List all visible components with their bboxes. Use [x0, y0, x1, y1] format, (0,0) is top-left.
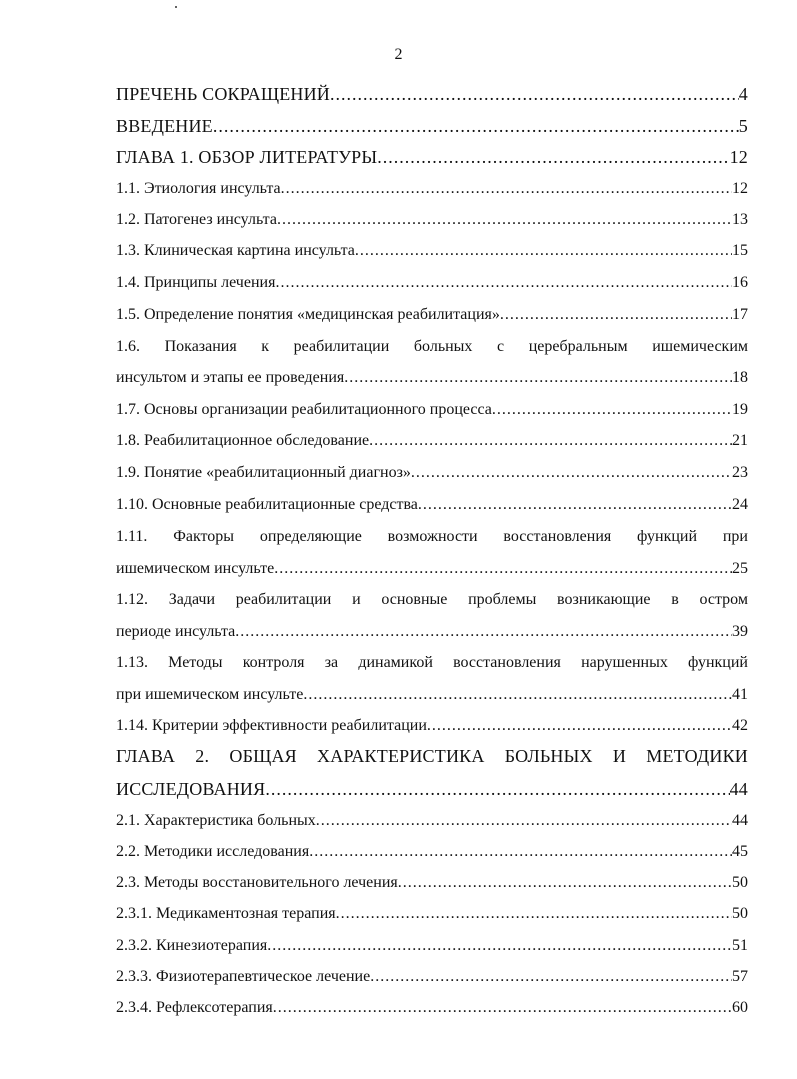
toc-entry-page: 23 — [732, 464, 748, 481]
dot-leader — [281, 180, 732, 198]
dot-leader — [427, 717, 732, 735]
toc-entry-label: 2.3.3. Физиотерапевтическое лечение — [116, 968, 371, 985]
toc-entry-label: ПРЕЧЕНЬ СОКРАЩЕНИЙ — [116, 84, 331, 104]
toc-entry-chapter-2-line1[interactable]: ГЛАВА 2. ОБЩАЯ ХАРАКТЕРИСТИКА БОЛЬНЫХ И МЕТОДИКИ — [116, 746, 748, 766]
dot-leader — [398, 874, 732, 892]
toc-entry-label: 1.14. Критерии эффективности реабилитации — [116, 717, 427, 734]
toc-entry-page: 12 — [732, 180, 748, 197]
toc-entry-label: 1.1. Этиология инсульта — [116, 180, 281, 197]
dot-leader — [235, 623, 732, 641]
dot-leader — [330, 84, 739, 105]
toc-entry-page: 57 — [732, 968, 748, 985]
toc-entry-label: ВВЕДЕНИЕ — [116, 116, 213, 136]
toc-entry-page: 44 — [729, 779, 748, 799]
toc-entry-page: 60 — [732, 999, 748, 1016]
toc-entry-label: периоде инсульта — [116, 623, 236, 640]
toc-entry-page: 19 — [732, 401, 748, 418]
toc-entry-label: 2.3. Методы восстановительного лечения — [116, 874, 398, 891]
toc-entry-1-14[interactable] — [116, 717, 748, 743]
toc-entry-label: инсультом и этапы ее проведения — [116, 369, 345, 386]
dot-leader — [369, 432, 732, 450]
dot-leader — [492, 401, 732, 419]
toc-entry-page: 17 — [732, 306, 748, 323]
toc-entry-label: 1.7. Основы организации реабилитационного процесса — [116, 401, 492, 418]
toc-entry-page: 4 — [738, 84, 748, 104]
page-number: 2 — [394, 46, 403, 63]
toc-entry-chapter-1[interactable] — [116, 147, 748, 173]
toc-entry-1-4[interactable] — [116, 274, 748, 300]
dot-leader — [275, 274, 732, 292]
toc-entry-1-9[interactable] — [116, 464, 748, 490]
toc-entry-1-6-line1[interactable]: 1.6. Показания к реабилитации больных с церебральным ишемическим — [116, 338, 748, 355]
dot-leader — [411, 464, 732, 482]
toc-entry-1-13-line1[interactable]: 1.13. Методы контроля за динамикой восстановления нарушенных функций — [116, 654, 748, 671]
toc-entry-page: 44 — [732, 812, 748, 829]
toc-entry-page: 45 — [732, 843, 748, 860]
toc-entry-1-8[interactable] — [116, 432, 748, 458]
toc-entry-label: при ишемическом инсульте — [116, 686, 304, 703]
toc-entry-1-12-line1[interactable]: 1.12. Задачи реабилитации и основные проблемы возникающие в остром — [116, 591, 748, 608]
toc-entry-2-3-3[interactable] — [116, 968, 748, 994]
dot-leader — [418, 496, 732, 514]
dot-leader — [277, 211, 732, 229]
toc-entry-introduction[interactable] — [116, 116, 748, 142]
dot-leader — [355, 242, 732, 260]
toc-entry-label: 2.3.4. Рефлексотерапия — [116, 999, 273, 1016]
toc-entry-label: 2.3.1. Медикаментозная терапия — [116, 905, 336, 922]
toc-entry-1-1[interactable] — [116, 180, 748, 206]
toc-entry-2-3-4[interactable] — [116, 999, 748, 1025]
toc-entry-page: 25 — [732, 560, 748, 577]
dot-leader — [370, 968, 732, 986]
toc-entry-1-2[interactable] — [116, 211, 748, 237]
toc-entry-2-3-2[interactable] — [116, 937, 748, 963]
toc-entry-label: 1.2. Патогенез инсульта — [116, 211, 277, 228]
toc-entry-page: 13 — [732, 211, 748, 228]
dot-leader — [274, 560, 732, 578]
toc-entry-label: ГЛАВА 1. ОБЗОР ЛИТЕРАТУРЫ — [116, 147, 378, 167]
dot-leader — [273, 999, 732, 1017]
toc-entry-page: 41 — [732, 686, 748, 703]
dot-leader — [344, 369, 732, 387]
dot-leader — [213, 116, 739, 137]
toc-entry-1-6-line2[interactable] — [116, 369, 748, 395]
toc-entry-page: 50 — [732, 905, 748, 922]
toc-entry-label: ишемическом инсульте — [116, 560, 275, 577]
toc-entry-1-11-line1[interactable]: 1.11. Факторы определяющие возможности восстановления функций при — [116, 528, 748, 545]
toc-entry-2-2[interactable] — [116, 843, 748, 869]
toc-entry-page: 5 — [738, 116, 748, 136]
toc-entry-label: 1.5. Определение понятия «медицинская реабилитация» — [116, 306, 500, 323]
toc-entry-label: 1.9. Понятие «реабилитационный диагноз» — [116, 464, 411, 481]
toc-entry-page: 39 — [732, 623, 748, 640]
toc-entry-abbreviations[interactable] — [116, 84, 748, 110]
toc-entry-1-7[interactable] — [116, 401, 748, 427]
toc-entry-1-10[interactable] — [116, 496, 748, 522]
scan-speck — [175, 6, 177, 8]
toc-entry-label: 1.4. Принципы лечения — [116, 274, 276, 291]
dot-leader — [316, 812, 732, 830]
toc-entry-2-3[interactable] — [116, 874, 748, 900]
toc-entry-1-12-line2[interactable] — [116, 623, 748, 649]
toc-entry-1-3[interactable] — [116, 242, 748, 268]
dot-leader — [309, 843, 732, 861]
dot-leader — [265, 779, 729, 800]
toc-entry-page: 51 — [732, 937, 748, 954]
toc-entry-page: 50 — [732, 874, 748, 891]
toc-entry-page: 42 — [732, 717, 748, 734]
toc-entry-2-1[interactable] — [116, 812, 748, 838]
toc-entry-label: 2.3.2. Кинезиотерапия — [116, 937, 268, 954]
toc-entry-label: 2.1. Характеристика больных — [116, 812, 316, 829]
toc-entry-label: 1.3. Клиническая картина инсульта — [116, 242, 355, 259]
toc-entry-page: 12 — [729, 147, 748, 167]
toc-entry-1-5[interactable] — [116, 306, 748, 332]
dot-leader — [500, 306, 732, 324]
dot-leader — [377, 147, 729, 168]
toc-entry-page: 18 — [732, 369, 748, 386]
dot-leader — [336, 905, 732, 923]
toc-entry-1-11-line2[interactable] — [116, 560, 748, 586]
toc-entry-label: 1.8. Реабилитационное обследование — [116, 432, 370, 449]
toc-entry-label: 2.2. Методики исследования — [116, 843, 310, 860]
toc-entry-2-3-1[interactable] — [116, 905, 748, 931]
toc-entry-page: 21 — [732, 432, 748, 449]
toc-entry-page: 15 — [732, 242, 748, 259]
toc-entry-label: 1.10. Основные реабилитационные средства — [116, 496, 418, 513]
toc-entry-page: 16 — [732, 274, 748, 291]
dot-leader — [303, 686, 732, 704]
dot-leader — [267, 937, 732, 955]
toc-entry-page: 24 — [732, 496, 748, 513]
toc-entry-1-13-line2[interactable] — [116, 686, 748, 712]
toc-entry-label: ИССЛЕДОВАНИЯ — [116, 779, 266, 799]
toc-entry-chapter-2-line2[interactable] — [116, 779, 748, 805]
